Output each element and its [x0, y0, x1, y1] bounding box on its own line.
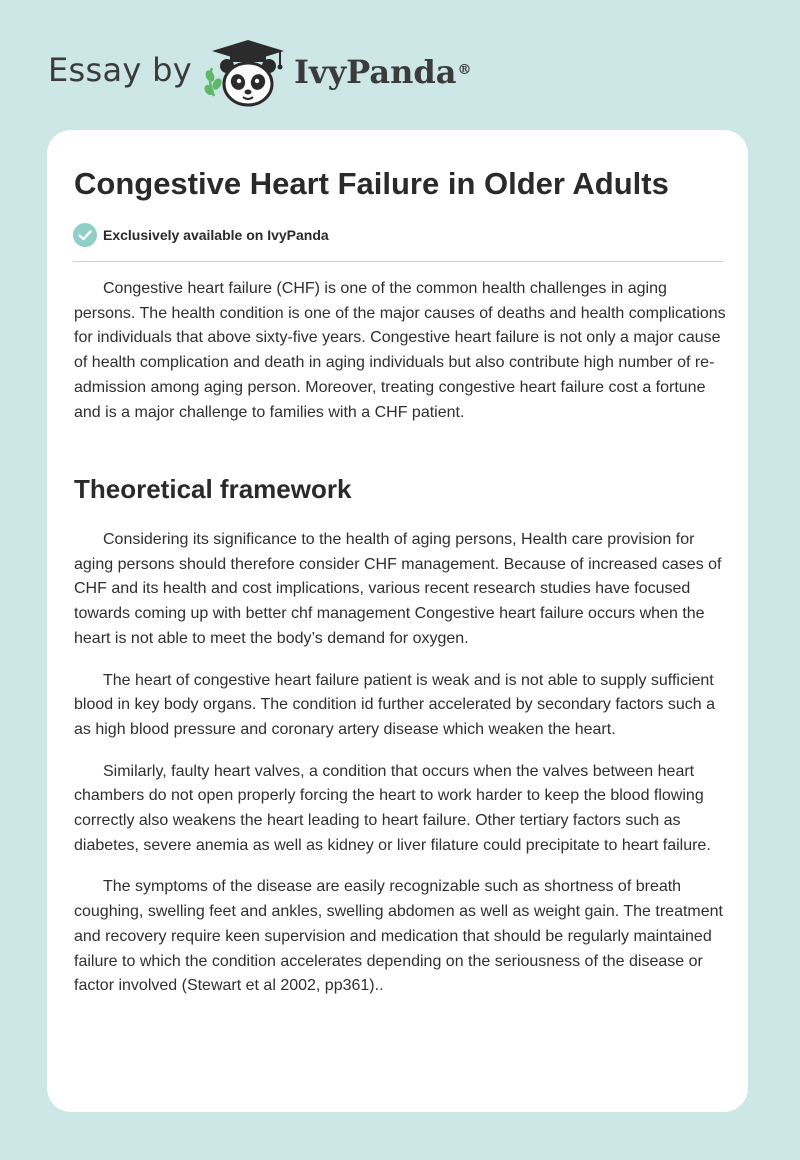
- panda-graduate-icon[interactable]: [200, 36, 290, 108]
- availability-badge: [73, 222, 329, 248]
- section-paragraph: Similarly, faulty heart valves, a condition that occurs when the valves between heart chambers do not open properly forcing the heart to work harder to keep the blood flowing correctly also weakens the heart leading to heart failure. Other tertiary factors such as diabetes, severe anemia as well as kidney or liver filature could precipitate to heart failure.: [74, 762, 711, 854]
- essay-card: [47, 130, 748, 1112]
- section-body: [74, 528, 726, 1016]
- brand-name[interactable]: IvyPanda®: [294, 53, 472, 91]
- intro-text: [74, 277, 726, 442]
- availability-text: Exclusively available on IvyPanda: [103, 227, 329, 243]
- intro-paragraph: Congestive heart failure (CHF) is one of the common health challenges in aging persons. The health condition is one of the major causes of deaths and health complications for individuals that above sixty-five years. Congestive heart failure is not only a major cause of health complication and death in aging individuals but also contribute high number of re-admission among aging person. Moreover, treating congestive heart failure cost a fortune and is a major challenge to families with a CHF patient.: [74, 280, 726, 421]
- trademark-symbol: ®: [457, 62, 472, 78]
- section-paragraph: The symptoms of the disease are easily recognizable such as shortness of breath coughing, swelling feet and ankles, swelling abdomen as well as weight gain. The treatment and recovery require keen supervision and medication that should be regularly maintained failure to which the condition accelerates depending on the seriousness of the disease or factor involved (Stewart et al 2002, pp361)..: [74, 878, 723, 995]
- section-paragraph: Considering its significance to the health of aging persons, Health care provision for aging persons should therefore consider CHF management. Because of increased cases of CHF and its health and cost implications, various recent research studies have focused towards coming up with better chf management Congestive heart failure occurs when the heart is not able to meet the body’s demand for oxygen.: [74, 531, 722, 647]
- page-title: Congestive Heart Failure in Older Adults: [74, 166, 669, 201]
- section-heading: Theoretical framework: [74, 474, 352, 504]
- check-circle-icon: [73, 223, 97, 247]
- title-divider: [73, 261, 723, 262]
- brand-prefix: Essay by: [48, 51, 192, 89]
- site-header: [0, 0, 800, 130]
- section-paragraph: The heart of congestive heart failure patient is weak and is not able to supply sufficient blood in key body organs. The condition id further accelerated by secondary factors such a as high blood pressure and coronary artery disease which weaken the heart.: [74, 671, 715, 738]
